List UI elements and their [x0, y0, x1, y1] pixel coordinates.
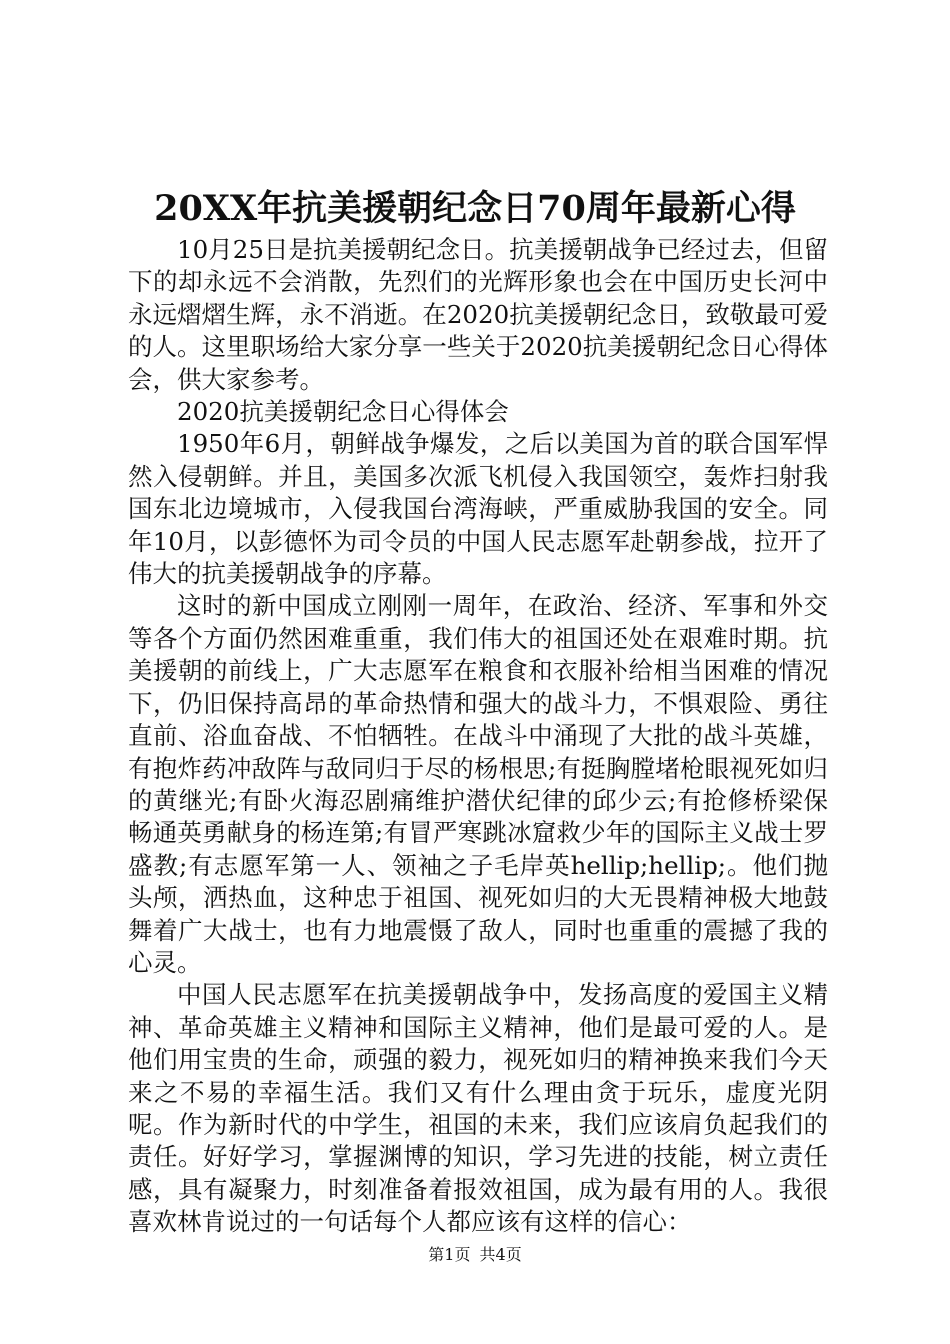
paragraph-history: 1950年6月，朝鲜战争爆发，之后以美国为首的联合国军悍然入侵朝鲜。并且，美国多次派飞机侵入我国领空，轰炸扫射我国东北边境城市，入侵我国台湾海峡，严重威胁我国的安全。同年10月，以彭德怀为司令员的中国人民志愿军赴朝参战，拉开了伟大的抗美援朝战争的序幕。 [128, 429, 828, 589]
page-footer [0, 1244, 950, 1266]
document-title: 20XX年抗美援朝纪念日70周年最新心得 [154, 188, 796, 229]
document-body [128, 234, 828, 1239]
paragraph-intro: 10月25日是抗美援朝纪念日。抗美援朝战争已经过去，但留下的却永远不会消散，先烈们的光辉形象也会在中国历史长河中永远熠熠生辉，永不消逝。在2020抗美援朝纪念日，致敬最可爱的人。这里职场给大家分享一些关于2020抗美援朝纪念日心得体会，供大家参考。 [128, 235, 828, 394]
paragraph-reflection: 中国人民志愿军在抗美援朝战争中，发扬高度的爱国主义精神、革命英雄主义精神和国际主义精神，他们是最可爱的人。是他们用宝贵的生命，顽强的毅力，视死如归的精神换来我们今天来之不易的幸福生活。我们又有什么理由贪于玩乐，虚度光阴呢。作为新时代的中学生，祖国的未来，我们应该肩负起我们的责任。好好学习，掌握渊博的知识，学习先进的技能，树立责任感，具有凝聚力，时刻准备着报效祖国，成为最有用的人。我很喜欢林肯说过的一句话每个人都应该有这样的信心： [128, 980, 828, 1237]
paragraph-heroes: 这时的新中国成立刚刚一周年，在政治、经济、军事和外交等各个方面仍然困难重重，我们伟大的祖国还处在艰难时期。抗美援朝的前线上，广大志愿军在粮食和衣服补给相当困难的情况下，仍旧保持高昂的革命热情和强大的战斗力，不惧艰险、勇往直前、浴血奋战、不怕牺牲。在战斗中涌现了大批的战斗英雄，有抱炸药冲敌阵与敌同归于尽的杨根思;有挺胸膛堵枪眼视死如归的黄继光;有卧火海忍剧痛维护潜伏纪律的邱少云;有抢修桥梁保畅通英勇献身的杨连第;有冒严寒跳冰窟救少年的国际主义战士罗盛教;有志愿军第一人、领袖之子毛岸英hellip;hellip;。他们抛头颅，洒热血，这种忠于祖国、视死如归的大无畏精神极大地鼓舞着广大战士，也有力地震慑了敌人，同时也重重的震撼了我的心灵。 [128, 591, 828, 977]
paragraph-subheading: 2020抗美援朝纪念日心得体会 [177, 397, 509, 427]
page-number: 第1页 [428, 1245, 471, 1264]
page-total: 共4页 [479, 1245, 522, 1264]
